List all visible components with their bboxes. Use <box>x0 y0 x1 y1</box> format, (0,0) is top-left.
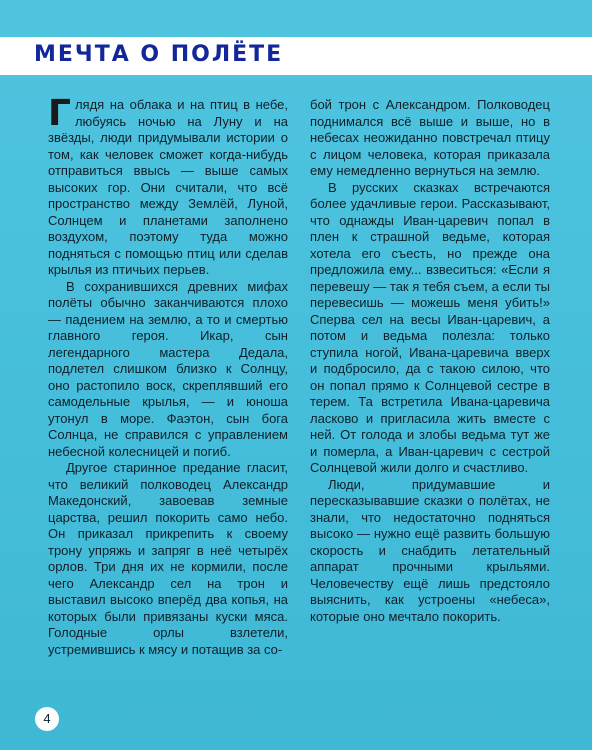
paragraph: В русских сказках встречаются более удачливые герои. Рассказывают, что однажды Иван-царевич попал в плен к страшной ведьме, которая хотела его съесть, но прежде она предложила ему... взвеситься: «Если я перевешу — так я тебя съем, а если ты перевесишь — можешь меня убить!» Сперва сел на весы Иван-царевич, а потом и ведьма полезла: только ступила ногой, Ивана-царевича вверх и подбросило, да с такою силою, что он попал прямо к Солнцевой сестре в терем. Та встретила Ивана-царевича ласково и пригласила жить вместе с ней. От голода и злобы ведьма тут же и померла, а Иван-царевич с сестрой Солнцевой жили долго и счастливо. <box>310 179 550 475</box>
left-column <box>48 93 288 658</box>
page-edge <box>592 0 600 750</box>
drop-cap: Г <box>48 93 71 134</box>
paragraph: бой трон с Александром. Полководец поднимался всё выше и выше, но в небесах неожиданно повстречал птицу с лицом человека, которая приказала ему немедленно вернуться на землю. <box>310 97 550 178</box>
paragraph <box>48 93 288 279</box>
paragraph: Другое старинное предание гласит, что великий полководец Александр Македонский, завоевав земные царства, решил покорить само небо. Он приказал прикрепить к своему трону упряжь и запряг в неё четырёх орлов. Три дня их не кормили, после чего Александр сел на трон и выставил высоко вперёд два копья, на которых были привязаны куски мяса. Голодные орлы взлетели, устремившись к мясу и потащив за со- <box>48 460 288 657</box>
paragraph: В сохранившихся древних мифах полёты обычно заканчиваются плохо — падением на землю, а то и смертью главного героя. Икар, сын легендарного мастера Дедала, подлетел слишком близко к Солнцу, оно растопило воск, скреплявший его самодельные крылья, — и юноша утонул в море. Фаэтон, сын бога Солнца, не справился с управлением небесной колесницей и погиб. <box>48 278 288 459</box>
title-bar <box>0 37 592 75</box>
paragraph-text: лядя на облака и на птиц в небе, любуясь ночью на Луну и на звёзды, люди придумывали истории о том, как человек сможет когда-нибудь отправиться ввысь — выше самых высоких гор. Они считали, что всё пространство между Землёй, Луной, Солнцем и планетами заполнено воздухом, поэтому туда можно подняться с помощью птиц или сделав крылья из птичьих перьев. <box>48 97 288 277</box>
page-title: МЕЧТА О ПОЛЁТЕ <box>34 42 284 67</box>
right-column <box>310 97 550 625</box>
page-number: 4 <box>35 707 59 731</box>
paragraph: Люди, придумавшие и пересказывавшие сказки о полётах, не знали, что недостаточно подняться высоко — нужно ещё развить большую скорость и снабдить летательный аппарат прочными крыльями. Человечеству ещё лишь предстояло выяснить, как устроены «небеса», которые оно мечтало покорить. <box>310 476 550 624</box>
